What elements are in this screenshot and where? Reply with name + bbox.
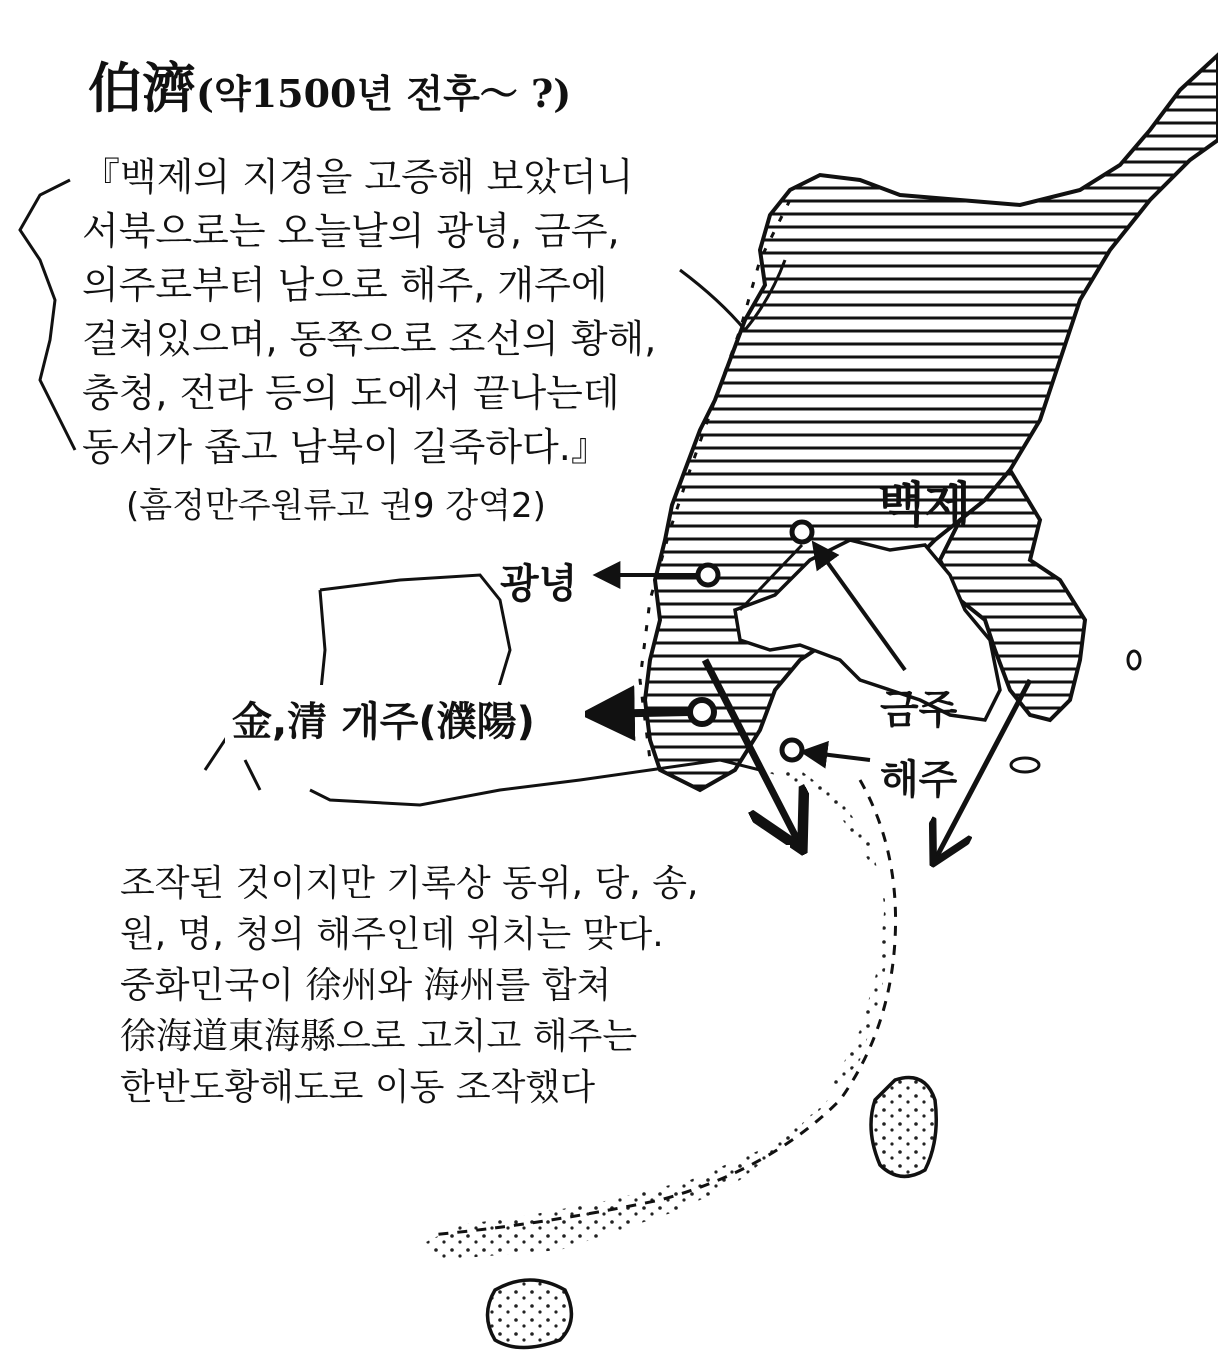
label-haeju: 해주 [880, 757, 958, 803]
quote-line: 충청, 전라 등의 도에서 끝나는데 [82, 371, 620, 415]
label-gwangnyeong: 광녕 [500, 561, 578, 607]
label-baekje: 백제 [878, 477, 971, 533]
note-line: 원, 명, 청의 해주인데 위치는 맞다. [120, 914, 664, 955]
haeju-location-marker [782, 740, 802, 760]
title-period: (약1500년 전후～ ?) [196, 71, 572, 116]
note-block [120, 858, 698, 1113]
note-line: 중화민국이 徐州와 海州를 합쳐 [120, 965, 612, 1006]
quote-line: 『백제의 지경을 고증해 보았더니 [82, 155, 634, 199]
gaeju-arrow [590, 712, 690, 714]
quote-line: 걸쳐있으며, 동쪽으로 조선의 황해, [82, 317, 657, 361]
quote-line: 의주로부터 남으로 해주, 개주에 [82, 263, 608, 307]
page-title [88, 46, 571, 123]
title-main: 伯濟 [88, 56, 196, 120]
haeju-arrow [805, 752, 870, 760]
baekje-location-marker [792, 522, 812, 542]
note-line: 한반도황해도로 이동 조작했다 [120, 1067, 595, 1108]
small-island-east [1128, 651, 1140, 669]
note-line: 조작된 것이지만 기록상 동위, 당, 송, [120, 863, 699, 904]
note-line: 徐海道東海縣으로 고치고 해주는 [120, 1016, 638, 1057]
quote-brace [20, 180, 75, 450]
quote-line: 서북으로는 오늘날의 광녕, 금주, [82, 209, 620, 253]
gwangnyeong-location-marker [698, 565, 718, 585]
quote-block [82, 150, 656, 474]
quote-source: (흠정만주원류고 권9 강역2) [126, 486, 546, 526]
small-island-south [1011, 758, 1039, 772]
gaeju-location-marker [690, 700, 714, 724]
hainan-island [488, 1280, 572, 1348]
taiwan-island [871, 1078, 936, 1177]
label-geumju: 금주 [880, 687, 958, 733]
quote-line: 동서가 좁고 남북이 길죽하다.』 [82, 425, 609, 469]
label-gaeju: 金,清 개주(濮陽) [232, 699, 535, 745]
